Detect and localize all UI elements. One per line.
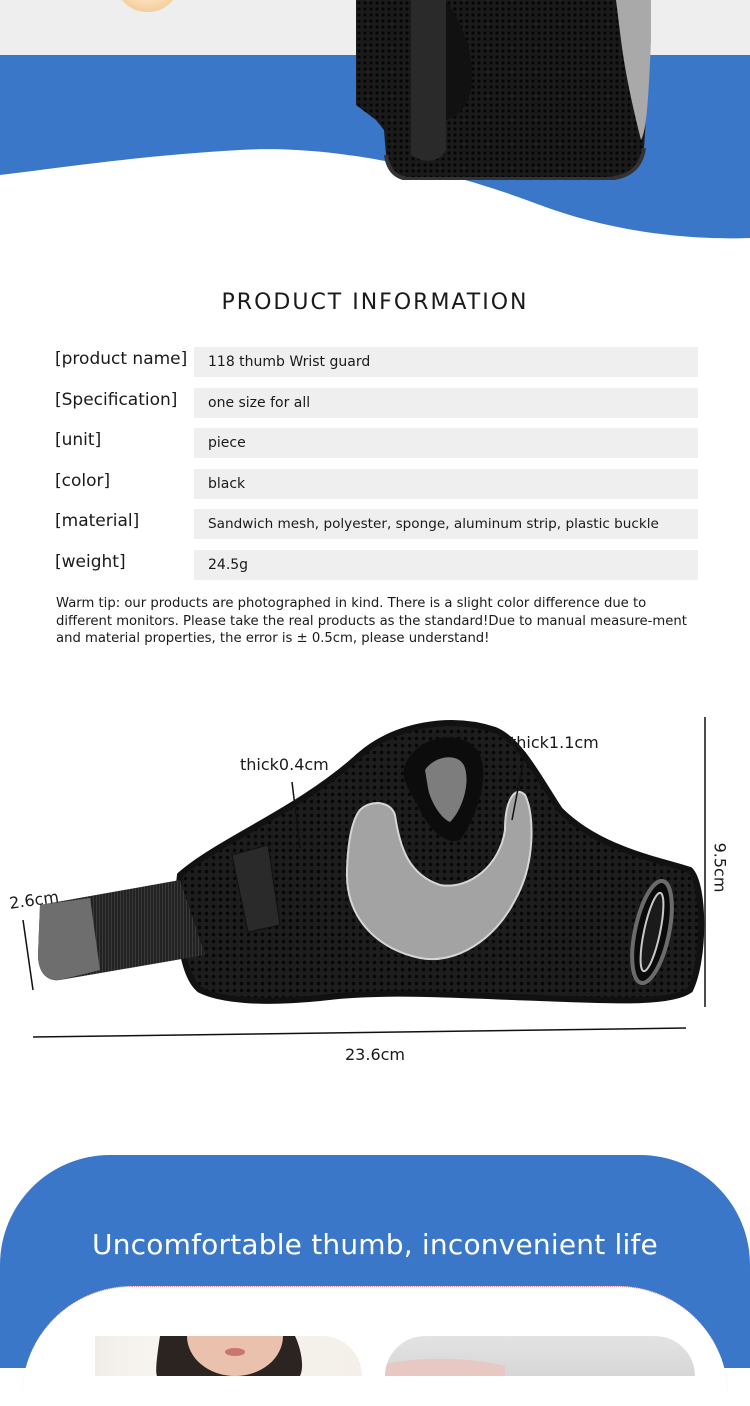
- info-row-product-name: [55, 347, 698, 377]
- woman-portrait-photo: [95, 1336, 362, 1376]
- length-label: 23.6cm: [345, 1045, 406, 1064]
- info-label: [unit]: [55, 430, 102, 451]
- info-value: one size for all: [194, 388, 698, 418]
- strap-width-label: 2.6cm: [8, 887, 60, 913]
- info-label: [material]: [55, 511, 140, 532]
- info-value: piece: [194, 428, 698, 458]
- info-row-color: [55, 469, 698, 499]
- info-label: [weight]: [55, 551, 126, 572]
- thickness-label-left: thick0.4cm: [240, 755, 329, 774]
- product-info-title: PRODUCT INFORMATION: [221, 290, 529, 315]
- product-info-table: [55, 347, 698, 591]
- info-value: 118 thumb Wrist guard: [194, 347, 698, 377]
- info-row-material: [55, 509, 698, 539]
- hero-product-image: [356, 0, 651, 180]
- pain-points-title: Uncomfortable thumb, inconvenient life: [92, 1228, 658, 1261]
- hero-banner: [0, 0, 750, 250]
- info-label: [product name]: [55, 349, 188, 369]
- wrist-guard-diagram-image: [0, 700, 750, 1080]
- info-row-unit: [55, 428, 698, 458]
- info-row-specification: [55, 388, 698, 418]
- size-diagram: [0, 700, 750, 1080]
- info-label: [color]: [55, 470, 111, 491]
- info-value: black: [194, 469, 698, 499]
- info-label: [Specification]: [55, 389, 178, 410]
- thickness-label-right: thick1.1cm: [510, 733, 599, 752]
- warm-tip-text: Warm tip: our products are photographed in kind. There is a slight color difference due to different monitors. Please take the real products as the standard!Due to manual measure-ment and material properties, the error is ± 0.5cm, please understand!: [56, 596, 687, 646]
- height-label: 9.5cm: [710, 842, 730, 893]
- info-row-weight: [55, 550, 698, 580]
- info-value: Sandwich mesh, polyester, sponge, aluminum strip, plastic buckle: [194, 509, 698, 539]
- info-value: 24.5g: [194, 550, 698, 580]
- hand-photo: [385, 1336, 695, 1376]
